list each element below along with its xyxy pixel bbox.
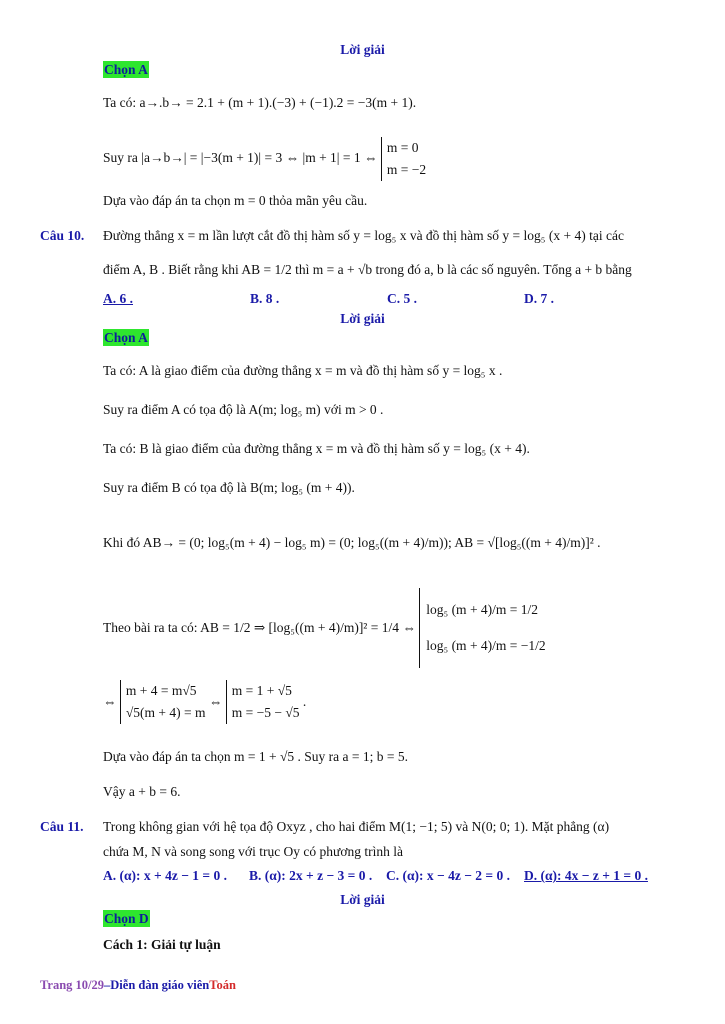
chosen-answer-badge: Chọn A bbox=[104, 330, 148, 345]
solution-line: Dựa vào đáp án ta chọn m = 1 + √5 . Suy ra a = 1; b = 5. bbox=[103, 749, 408, 764]
question-text: Trong không gian với hệ tọa độ Oxyz , cho hai điểm M(1; −1; 5) và N(0; 0; 1). Mặt phẳng (α) bbox=[103, 819, 610, 834]
footer-forum: –Diễn đàn giáo viên bbox=[104, 978, 210, 992]
answer-option-c: C. 5 . bbox=[387, 291, 417, 306]
answer-option-a: A. 6 . bbox=[103, 291, 133, 306]
page-number: Trang 10/29 bbox=[40, 978, 105, 992]
chosen-answer-badge: Chọn A bbox=[104, 62, 148, 77]
question-text: điểm A, B . Biết rằng khi AB = 1/2 thì m = a + √b trong đó a, b là các số nguyên. Tổng a + b bằng bbox=[103, 262, 632, 277]
solution-line: Suy ra điểm A có tọa độ là A(m; log₅ m) với m > 0 . bbox=[103, 402, 384, 417]
footer-brand: Toán bbox=[209, 978, 236, 992]
solution-line: Vậy a + b = 6. bbox=[103, 784, 181, 799]
solution-line: ⇔ m + 4 = m√5 √5(m + 4) = m ⇔ m = 1 + √5 m = −5 − √5 . bbox=[103, 680, 306, 724]
method-heading: Cách 1: Giải tự luận bbox=[103, 937, 221, 952]
answer-option-a: A. (α): x + 4z − 1 = 0 . bbox=[103, 868, 227, 883]
solution-heading: Lời giải bbox=[340, 42, 385, 57]
question-text: chứa M, N và song song với trục Oy có phương trình là bbox=[103, 844, 403, 859]
question-label: Câu 10. bbox=[40, 228, 85, 243]
answer-option-d: D. (α): 4x − z + 1 = 0 . bbox=[524, 868, 648, 883]
answer-option-c: C. (α): x − 4z − 2 = 0 . bbox=[386, 868, 510, 883]
solution-line: Khi đó AB→ = (0; log₅(m + 4) − log₅ m) = (0; log₅((m + 4)/m)); AB = √[log₅((m + 4)/m)]² . bbox=[103, 535, 601, 550]
case-bracket: log₅ (m + 4)/m = 1/2 log₅ (m + 4)/m = −1/2 bbox=[419, 588, 545, 668]
solution-line: Ta có: B là giao điểm của đường thẳng x = m và đồ thị hàm số y = log₅ (x + 4). bbox=[103, 441, 530, 456]
solution-heading: Lời giải bbox=[340, 311, 385, 326]
case-bracket: m + 4 = m√5 √5(m + 4) = m bbox=[120, 680, 206, 724]
answer-option-d: D. 7 . bbox=[524, 291, 554, 306]
solution-line: Ta có: A là giao điểm của đường thẳng x = m và đồ thị hàm số y = log₅ x . bbox=[103, 363, 503, 378]
question-text: Đường thẳng x = m lần lượt cắt đồ thị hàm số y = log₅ x và đồ thị hàm số y = log₅ (x + 4) tại các bbox=[103, 228, 624, 243]
solution-heading: Lời giải bbox=[340, 892, 385, 907]
solution-line: Ta có: a→.b→ = 2.1 + (m + 1).(−3) + (−1).2 = −3(m + 1). bbox=[103, 95, 417, 110]
solution-line: Suy ra điểm B có tọa độ là B(m; log₅ (m + 4)). bbox=[103, 480, 355, 495]
chosen-answer-badge: Chọn D bbox=[104, 911, 149, 926]
question-label: Câu 11. bbox=[40, 819, 84, 834]
page-footer bbox=[40, 978, 236, 993]
answer-option-b: B. (α): 2x + z − 3 = 0 . bbox=[249, 868, 373, 883]
solution-line: Suy ra |a→b→| = |−3(m + 1)| = 3 ⇔ |m + 1| = 1 ⇔ m = 0 m = −2 bbox=[103, 137, 426, 181]
solution-line: Dựa vào đáp án ta chọn m = 0 thỏa mãn yêu cầu. bbox=[103, 193, 368, 208]
case-bracket: m = 1 + √5 m = −5 − √5 bbox=[226, 680, 300, 724]
case-bracket: m = 0 m = −2 bbox=[381, 137, 426, 181]
solution-line: Theo bài ra ta có: AB = 1/2 ⇒ [log₅((m + 4)/m)]² = 1/4 ⇔ log₅ (m + 4)/m = 1/2 log₅ (m + 4)/m = −1/2 bbox=[103, 588, 546, 668]
answer-option-b: B. 8 . bbox=[250, 291, 280, 306]
